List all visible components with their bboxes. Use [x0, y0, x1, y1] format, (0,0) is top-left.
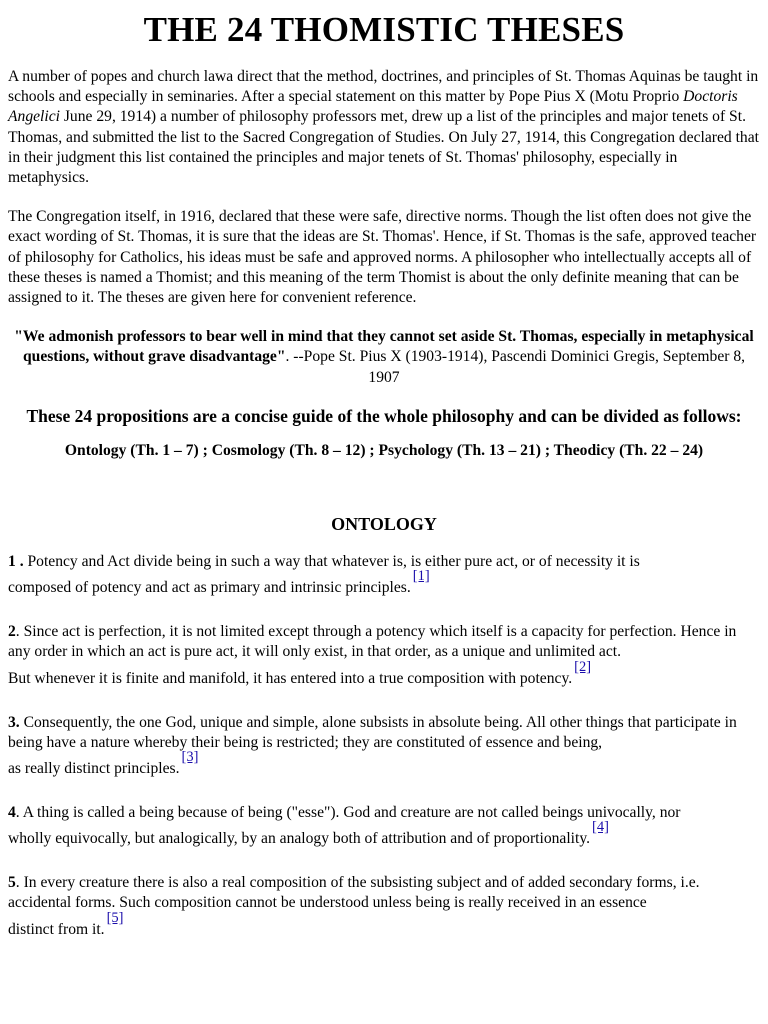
- thesis-4: [8, 803, 760, 855]
- intro-paragraph-2: The Congregation itself, in 1916, declared that these were safe, directive norms. Though the list often does not give the exact wording of St. Thomas, it is sure that the ideas are St. Thomas'. Hence, if St. Thomas is the safe, approved teacher of philosophy for Catholics, his ideas must be safe and approved norms. A philosopher who intellectually accepts all of these theses is named a Thomist; and this meaning of the term Thomist is about the only definite meaning that can be assigned to it. The theses are given here for convenient reference.: [8, 208, 757, 307]
- thesis-text-end: distinct from it.: [8, 920, 105, 938]
- quote-text: "We admonish professors to bear well in mind that they cannot set aside St. Thomas, especially in metaphysical questions, without grave disadvantage": [14, 328, 754, 366]
- thesis-text: . In every creature there is also a real composition of the subsisting subject and of added secondary forms, i.e. accidental forms. Such composition cannot be understood unless being is really received in an essence: [8, 874, 700, 912]
- thesis-number: 5: [8, 874, 16, 892]
- intro-paragraph-1: [8, 67, 760, 188]
- thesis-3: [8, 713, 760, 785]
- footnote-link[interactable]: [2]: [574, 658, 592, 675]
- footnote-link[interactable]: [4]: [592, 819, 609, 836]
- thesis-text: . Since act is perfection, it is not limited except through a potency which itself is a capacity for perfection. Hence in any order in which an act is pure act, it will only exist, in that order, as a unique and unlimited act.: [8, 623, 737, 661]
- thesis-1: [8, 552, 760, 604]
- thesis-5: [8, 873, 760, 945]
- thesis-text: . A thing is called a being because of being ("esse"). God and creature are not called beings univocally, nor: [15, 804, 681, 822]
- footnote-link[interactable]: [3]: [181, 749, 199, 766]
- thesis-text: Consequently, the one God, unique and simple, alone subsists in absolute being. All other things that participate in being have a nature whereby their being is restricted; they are constituted of essence and being,: [8, 713, 737, 751]
- intro-text-continued: June 29, 1914) a number of philosophy professors met, drew up a list of the principles and major tenets of St. Thomas, and submitted the list to the Sacred Congregation of Studies. On July 27, 1914, this Congregation declared that in their judgment this list contained the principles and major tenets of St. Thomas' philosophy, especially in metaphysics.: [8, 108, 759, 187]
- thesis-text-end: composed of potency and act as primary and intrinsic principles.: [8, 579, 411, 597]
- thesis-2: [8, 622, 760, 694]
- thesis-number: 4: [8, 804, 16, 822]
- page-title: THE 24 THOMISTIC THESES: [143, 10, 625, 49]
- thesis-number: 2: [8, 623, 16, 641]
- section-heading-ontology: ONTOLOGY: [331, 514, 437, 535]
- thesis-text-end: as really distinct principles.: [8, 760, 180, 778]
- footnote-link[interactable]: [1]: [412, 568, 430, 585]
- intro-text: A number of popes and church lawa direct that the method, doctrines, and principles of St. Thomas Aquinas be taught in schools and especially in seminaries. After a special statement on this matter by Pope Pius X (Motu Proprio: [8, 68, 759, 106]
- division-intro: These 24 propositions are a concise guide of the whole philosophy and can be divided as follows:: [26, 405, 742, 426]
- quote-attribution: . --Pope St. Pius X (1903-1914), Pascendi Dominici Gregis, September 8, 1907: [285, 348, 746, 386]
- thesis-number: 3.: [8, 713, 20, 731]
- thesis-number: 1 .: [8, 553, 24, 571]
- division-list: Ontology (Th. 1 – 7) ; Cosmology (Th. 8 – 12) ; Psychology (Th. 13 – 21) ; Theodicy (Th. 22 – 24): [64, 441, 704, 459]
- motu-proprio-title: Doctoris Angelici: [8, 88, 738, 126]
- thesis-text-end: wholly equivocally, but analogically, by an analogy both of attribution and of proportionality.: [8, 830, 591, 848]
- thesis-text: Potency and Act divide being in such a way that whatever is, is either pure act, or of necessity it is: [23, 553, 640, 571]
- pius-x-quote: [8, 327, 760, 388]
- thesis-text-end: But whenever it is finite and manifold, it has entered into a true composition with potency.: [8, 669, 573, 687]
- footnote-link[interactable]: [5]: [106, 909, 124, 926]
